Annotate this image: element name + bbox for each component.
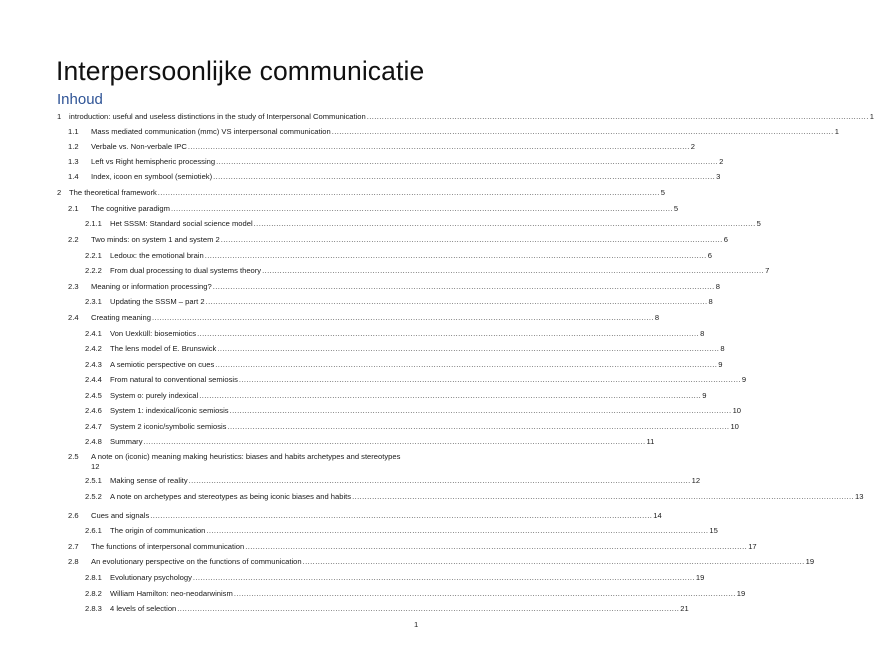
- toc-dot-leader: ........................................................................................................................................................................................................: [177, 604, 680, 613]
- toc-entry-title: Evolutionary psychology: [110, 573, 192, 582]
- toc-dot-leader: ........................................................................................................................................................................................................: [217, 344, 720, 353]
- toc-entry[interactable]: [0, 202, 679, 216]
- toc-entry-title: introduction: useful and useless distinctions in the study of Interpersonal Communication: [69, 112, 366, 121]
- toc-entry-page: 6: [723, 235, 728, 244]
- toc-entry-title: 4 levels of selection: [110, 604, 177, 613]
- toc-entry-page: 8: [715, 282, 720, 291]
- toc-entry-page: 2: [719, 157, 724, 166]
- toc-entry[interactable]: [0, 233, 728, 247]
- toc-dot-leader: ........................................................................................................................................................................................................: [206, 526, 709, 535]
- toc-dot-leader: ........................................................................................................................................................................................................: [366, 112, 869, 121]
- toc-entry-page: 8: [700, 329, 705, 338]
- toc-dot-leader: ........................................................................................................................................................................................................: [215, 360, 718, 369]
- toc-dot-leader: ........................................................................................................................................................................................................: [238, 375, 741, 384]
- toc-heading: Inhoud: [57, 91, 103, 108]
- toc-entry-number: 2.2.1: [85, 251, 102, 260]
- toc-entry-title: The functions of interpersonal communication: [91, 542, 245, 551]
- toc-entry-page: 9: [702, 391, 707, 400]
- toc-entry[interactable]: [0, 420, 739, 434]
- toc-entry[interactable]: [0, 490, 864, 504]
- toc-entry-number: 2.2: [68, 235, 79, 244]
- toc-entry-page: 10: [730, 422, 739, 431]
- toc-entry-page: 8: [720, 344, 725, 353]
- toc-dot-leader: ........................................................................................................................................................................................................: [192, 573, 695, 582]
- toc-entry-page: 21: [680, 604, 689, 613]
- toc-dot-leader: ........................................................................................................................................................................................................: [262, 266, 765, 275]
- toc-entry-number: 2.5: [68, 452, 79, 461]
- toc-entry[interactable]: [0, 474, 701, 488]
- toc-entry[interactable]: [0, 571, 705, 585]
- toc-dot-leader: ........................................................................................................................................................................................................: [188, 476, 691, 485]
- toc-entry-page: 8: [708, 297, 713, 306]
- toc-entry[interactable]: [0, 540, 757, 554]
- toc-entry[interactable]: [0, 264, 770, 278]
- toc-entry-title: System 1: indexical/iconic semiosis: [110, 406, 229, 415]
- toc-entry-number: 1.1: [68, 127, 79, 136]
- toc-entry[interactable]: [0, 373, 747, 387]
- toc-entry-title: From natural to conventional semiosis: [110, 375, 238, 384]
- toc-entry-title: Creating meaning: [91, 313, 151, 322]
- toc-entry-title: System o: purely indexical: [110, 391, 199, 400]
- toc-entry-page: 13: [855, 492, 864, 501]
- toc-entry-number: 1.4: [68, 172, 79, 181]
- toc-entry-page: 12: [91, 462, 100, 471]
- toc-dot-leader: ........................................................................................................................................................................................................: [352, 492, 855, 501]
- toc-entry[interactable]: [0, 404, 742, 418]
- toc-entry-page: 5: [660, 188, 665, 197]
- toc-dot-leader: ........................................................................................................................................................................................................: [157, 188, 660, 197]
- toc-entry-number: 2.7: [68, 542, 79, 551]
- toc-entry-page: 12: [691, 476, 701, 485]
- toc-entry-title: Verbale vs. Non-verbale IPC: [91, 142, 187, 151]
- toc-entry-number: 1.2: [68, 142, 79, 151]
- toc-entry-page: 6: [707, 251, 712, 260]
- toc-entry-number: 2.4.3: [85, 360, 102, 369]
- toc-entry-page: 1: [869, 112, 874, 121]
- toc-entry-title: Two minds: on system 1 and system 2: [91, 235, 220, 244]
- toc-entry[interactable]: [0, 170, 721, 184]
- toc-entry-number: 2.2.2: [85, 266, 102, 275]
- toc-entry-number: 1: [57, 112, 62, 121]
- toc-entry-title: Ledoux: the emotional brain: [110, 251, 204, 260]
- toc-entry[interactable]: [0, 249, 712, 263]
- toc-entry-number: 2.3.1: [85, 297, 102, 306]
- toc-entry-number: 2.6.1: [85, 526, 102, 535]
- toc-entry-title: The theoretical framework: [69, 188, 157, 197]
- toc-entry-page: 2: [690, 142, 696, 151]
- toc-entry-title: The lens model of E. Brunswick: [110, 344, 217, 353]
- toc-entry-title: A note on (iconic) meaning making heuristics: biases and habits archetypes and stereotypes: [91, 452, 401, 461]
- toc-entry-page: 15: [709, 526, 718, 535]
- toc-entry[interactable]: [0, 311, 660, 325]
- toc-dot-leader: ........................................................................................................................................................................................................: [227, 422, 730, 431]
- toc-entry-number: 2.1: [68, 204, 79, 213]
- toc-entry[interactable]: [0, 435, 655, 449]
- toc-dot-leader: ........................................................................................................................................................................................................: [213, 172, 716, 181]
- toc-entry-title: A semiotic perspective on cues: [110, 360, 215, 369]
- toc-dot-leader: ........................................................................................................................................................................................................: [199, 391, 702, 400]
- toc-entry-page: 10: [732, 406, 742, 415]
- toc-entry-page: 19: [695, 573, 705, 582]
- toc-dot-leader: ........................................................................................................................................................................................................: [302, 557, 805, 566]
- toc-dot-leader: ........................................................................................................................................................................................................: [220, 235, 723, 244]
- toc-dot-leader: ........................................................................................................................................................................................................: [331, 127, 834, 136]
- toc-entry-number: 2.4.4: [85, 375, 102, 384]
- toc-entry[interactable]: [0, 342, 725, 356]
- toc-entry-number: 2.4.2: [85, 344, 102, 353]
- toc-entry-number: 2.8.3: [85, 604, 102, 613]
- toc-entry-title: The cognitive paradigm: [91, 204, 170, 213]
- toc-entry[interactable]: [0, 217, 761, 231]
- toc-entry-title: William Hamilton: neo-neodarwinism: [110, 589, 233, 598]
- toc-dot-leader: ........................................................................................................................................................................................................: [204, 251, 707, 260]
- toc-entry-title: An evolutionary perspective on the functions of communication: [91, 557, 302, 566]
- toc-entry-title: System 2 iconic/symbolic semiosis: [110, 422, 227, 431]
- toc-entry[interactable]: [0, 450, 474, 471]
- toc-dot-leader: ........................................................................................................................................................................................................: [150, 511, 653, 520]
- toc-entry-title: Het SSSM: Standard social science model: [110, 219, 253, 228]
- toc-dot-leader: ........................................................................................................................................................................................................: [233, 589, 736, 598]
- toc-entry-page: 1: [834, 127, 839, 136]
- toc-entry-page: 11: [646, 437, 655, 446]
- toc-entry-number: 2.5.2: [85, 492, 102, 501]
- document-title: Interpersoonlijke communicatie: [56, 56, 425, 86]
- toc-entry-title: Summary: [110, 437, 143, 446]
- toc-entry-number: 2.4.7: [85, 422, 102, 431]
- toc-entry[interactable]: [0, 125, 839, 139]
- toc-entry-page: 17: [748, 542, 757, 551]
- toc-entry-title: Making sense of reality: [110, 476, 188, 485]
- toc-entry-number: 2.8.1: [85, 573, 102, 582]
- toc-entry-page: 5: [756, 219, 761, 228]
- toc-entry[interactable]: [0, 327, 705, 341]
- toc-entry-number: 2.8: [68, 557, 79, 566]
- toc-entry-page: 19: [805, 557, 815, 566]
- toc-entry-title: Updating the SSSM – part 2: [110, 297, 205, 306]
- toc-entry-number: 2.5.1: [85, 476, 102, 485]
- toc-entry[interactable]: [0, 389, 707, 403]
- toc-entry[interactable]: [0, 587, 746, 601]
- toc-entry-number: 2.6: [68, 511, 79, 520]
- toc-dot-leader: ........................................................................................................................................................................................................: [151, 313, 654, 322]
- page-number: 1: [414, 620, 419, 629]
- toc-dot-leader: ........................................................................................................................................................................................................: [212, 282, 715, 291]
- toc-entry-page: 8: [654, 313, 660, 322]
- toc-entry-number: 2.4.6: [85, 406, 102, 415]
- toc-entry-title: From dual processing to dual systems theory: [110, 266, 262, 275]
- toc-dot-leader: ........................................................................................................................................................................................................: [253, 219, 756, 228]
- toc-entry[interactable]: [0, 295, 713, 309]
- toc-entry[interactable]: [0, 155, 724, 169]
- toc-entry[interactable]: [0, 140, 696, 154]
- toc-entry-title: The origin of communication: [110, 526, 206, 535]
- toc-entry[interactable]: [0, 358, 723, 372]
- toc-entry-number: 2.8.2: [85, 589, 102, 598]
- toc-entry-number: 1.3: [68, 157, 79, 166]
- toc-entry-title: Cues and signals: [91, 511, 150, 520]
- toc-entry-number: 2: [57, 188, 62, 197]
- toc-entry-page: 9: [718, 360, 723, 369]
- toc-entry-number: 2.4: [68, 313, 79, 322]
- toc-entry[interactable]: [0, 555, 815, 569]
- toc-dot-leader: ........................................................................................................................................................................................................: [187, 142, 690, 151]
- toc-entry-page: 14: [653, 511, 662, 520]
- toc-dot-leader: ........................................................................................................................................................................................................: [216, 157, 719, 166]
- toc-dot-leader: ........................................................................................................................................................................................................: [197, 329, 700, 338]
- toc-entry[interactable]: [0, 280, 720, 294]
- toc-entry-title: Left vs Right hemispheric processing: [91, 157, 216, 166]
- toc-dot-leader: ........................................................................................................................................................................................................: [170, 204, 673, 213]
- toc-entry-title: Von Uexküll: biosemiotics: [110, 329, 197, 338]
- toc-entry-page: 7: [765, 266, 770, 275]
- toc-dot-leader: ........................................................................................................................................................................................................: [245, 542, 748, 551]
- toc-entry-number: 2.4.5: [85, 391, 102, 400]
- toc-dot-leader: ........................................................................................................................................................................................................: [205, 297, 708, 306]
- toc-entry-number: 2.1.1: [85, 219, 102, 228]
- toc-dot-leader: ........................................................................................................................................................................................................: [229, 406, 732, 415]
- toc-entry[interactable]: [0, 509, 662, 523]
- toc-entry[interactable]: [0, 110, 874, 124]
- toc-entry-page: 9: [741, 375, 747, 384]
- toc-entry-page: 5: [673, 204, 679, 213]
- toc-entry-number: 2.4.1: [85, 329, 102, 338]
- toc-entry-title: Mass mediated communication (mmc) VS interpersonal communication: [91, 127, 331, 136]
- toc-entry-title: Index, icoon en symbool (semiotiek): [91, 172, 213, 181]
- toc-entry[interactable]: [0, 602, 689, 616]
- toc-entry-title: A note on archetypes and stereotypes as being iconic biases and habits: [110, 492, 352, 501]
- toc-entry-number: 2.3: [68, 282, 79, 291]
- toc-entry-title: Meaning or information processing?: [91, 282, 212, 291]
- toc-entry-page: 3: [716, 172, 721, 181]
- toc-dot-leader: ........................................................................................................................................................................................................: [143, 437, 646, 446]
- toc-entry-page: 19: [736, 589, 746, 598]
- toc-entry[interactable]: [0, 186, 665, 200]
- toc-entry-number: 2.4.8: [85, 437, 102, 446]
- toc-entry[interactable]: [0, 524, 718, 538]
